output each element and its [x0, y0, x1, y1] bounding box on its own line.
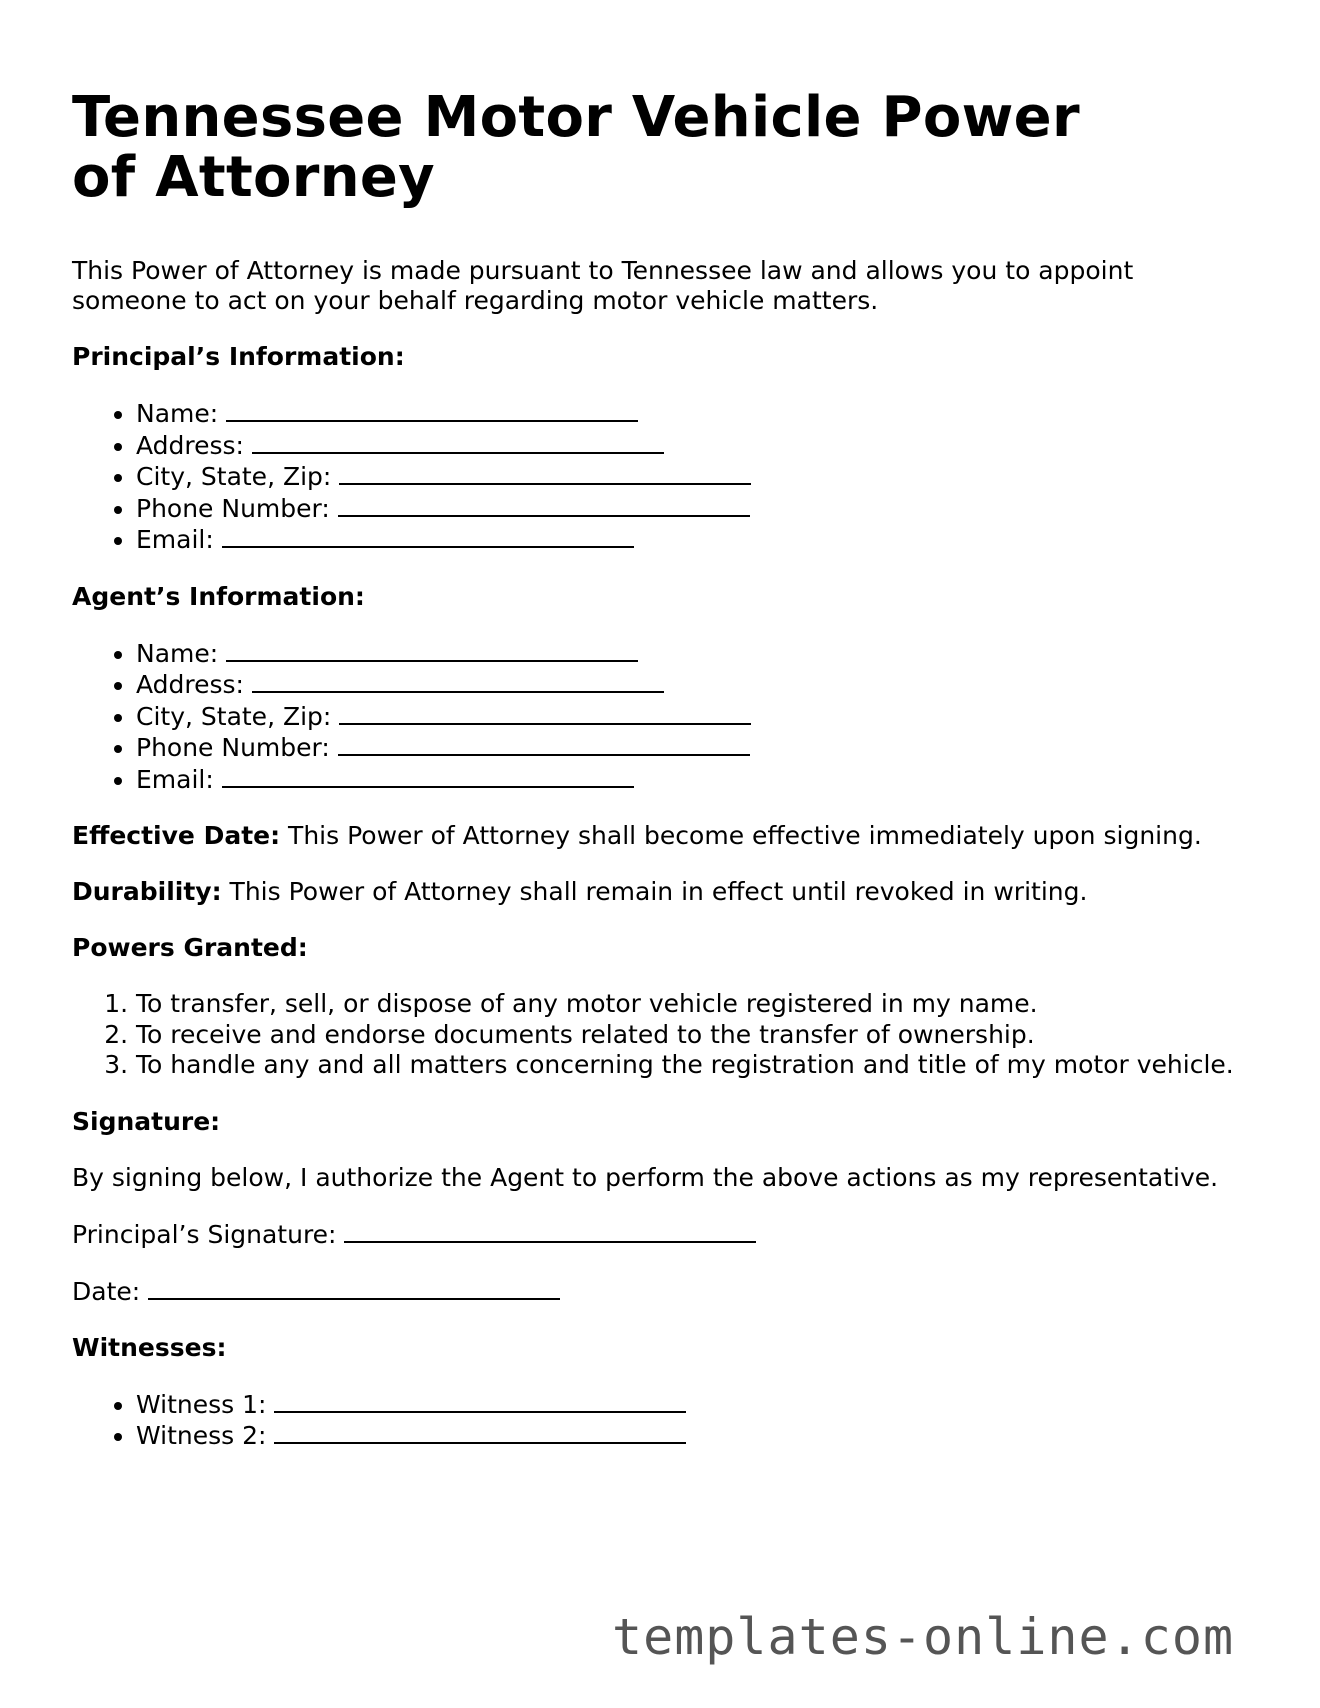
power-item: 3. To handle any and all matters concerning the registration and title of my motor vehicle. [136, 1050, 1252, 1081]
durability-paragraph [72, 877, 1252, 907]
principal-heading: Principal’s Information: [72, 342, 405, 371]
witness-1-field: • Witness 1: [136, 1389, 1252, 1421]
effective-date-text: This Power of Attorney shall become effective immediately upon signing. [280, 821, 1202, 850]
agent-fields [72, 638, 1252, 796]
witness-1-blank[interactable] [274, 1389, 686, 1413]
intro-paragraph: This Power of Attorney is made pursuant to Tennessee law and allows you to appoint someone to act on your behalf regarding motor vehicle matters. [72, 256, 1134, 315]
principal-city-blank[interactable] [339, 461, 751, 485]
principal-signature-blank[interactable] [344, 1219, 756, 1243]
document [72, 85, 1252, 1452]
principal-email-field: • Email: [136, 524, 1252, 556]
agent-heading: Agent’s Information: [72, 581, 365, 611]
principal-signature-line: Principal’s Signature: [72, 1219, 1252, 1250]
agent-city-blank[interactable] [339, 701, 751, 725]
agent-email-field: • Email: [136, 764, 1252, 796]
witnesses-heading: Witnesses: [72, 1332, 227, 1362]
agent-name-field: • Name: [136, 638, 1252, 670]
agent-name-blank[interactable] [226, 638, 638, 662]
principal-email-blank[interactable] [222, 524, 634, 548]
witness-fields [72, 1389, 1252, 1452]
date-blank[interactable] [148, 1276, 560, 1300]
witness-2-field: • Witness 2: [136, 1420, 1252, 1452]
agent-address-field: • Address: [136, 669, 1252, 701]
agent-address-blank[interactable] [252, 669, 664, 693]
document-title: Tennessee Motor Vehicle Power of Attorney [72, 85, 1080, 210]
principal-name-blank[interactable] [226, 398, 638, 422]
signature-heading: Signature: [72, 1106, 221, 1136]
effective-date-label: Effective Date: [72, 821, 281, 850]
powers-heading: Powers Granted: [72, 933, 308, 962]
signature-statement: By signing below, I authorize the Agent to perform the above actions as my representative. [72, 1162, 1219, 1192]
agent-phone-field: • Phone Number: [136, 732, 1252, 764]
date-line: Date: [72, 1276, 1252, 1307]
principal-phone-field: • Phone Number: [136, 493, 1252, 525]
agent-phone-blank[interactable] [338, 732, 750, 756]
powers-list [72, 989, 1252, 1081]
durability-label: Durability: [72, 877, 222, 906]
witness-2-blank[interactable] [274, 1420, 686, 1444]
power-item: 2. To receive and endorse documents related to the transfer of ownership. [136, 1020, 1252, 1051]
watermark: templates-online.com [612, 1608, 1235, 1666]
power-item: 1. To transfer, sell, or dispose of any motor vehicle registered in my name. [136, 989, 1252, 1020]
principal-phone-blank[interactable] [338, 493, 750, 517]
principal-name-field: • Name: [136, 398, 1252, 430]
principal-address-blank[interactable] [252, 430, 664, 454]
principal-city-field: • City, State, Zip: [136, 461, 1252, 493]
agent-city-field: • City, State, Zip: [136, 701, 1252, 733]
agent-email-blank[interactable] [222, 764, 634, 788]
durability-text: This Power of Attorney shall remain in effect until revoked in writing. [221, 877, 1088, 906]
principal-address-field: • Address: [136, 430, 1252, 462]
principal-fields [72, 398, 1252, 556]
effective-date-paragraph [72, 821, 1252, 851]
